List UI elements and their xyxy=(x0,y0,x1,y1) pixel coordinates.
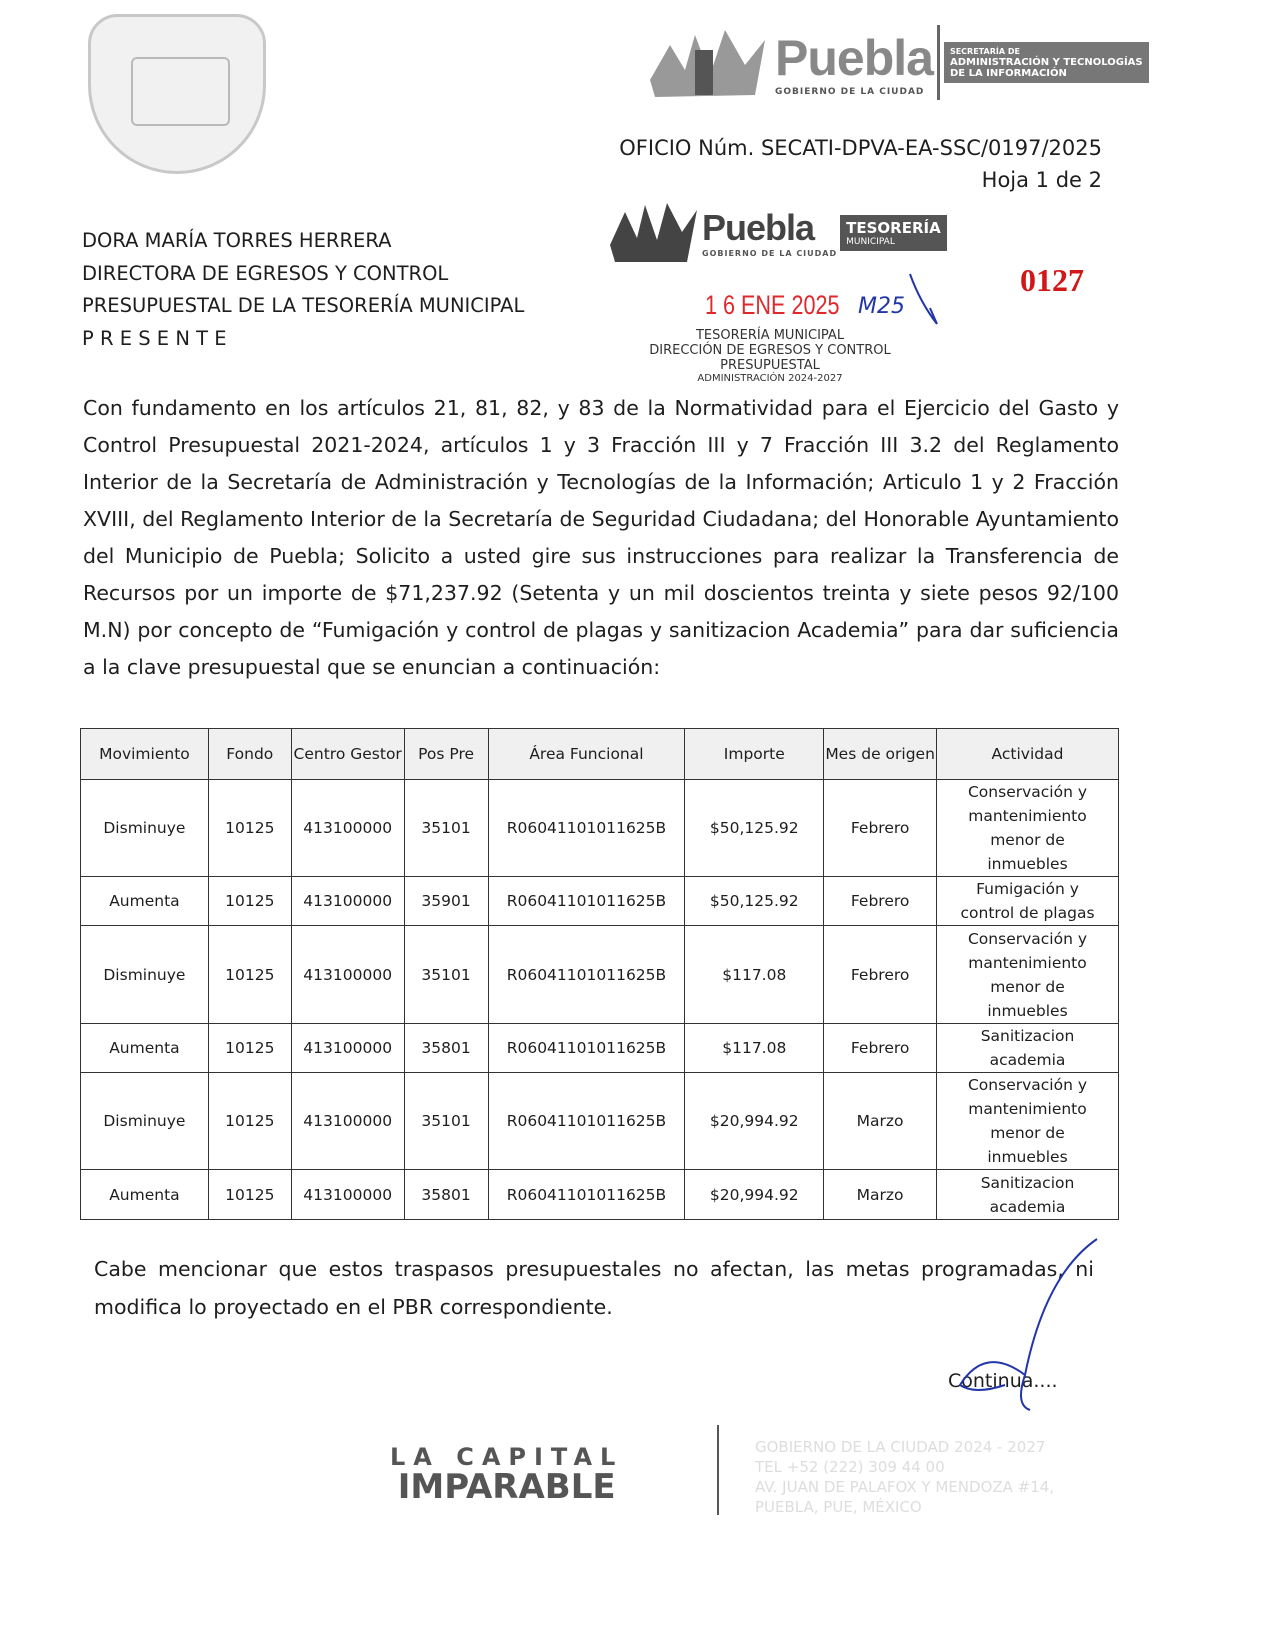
table-cell: 10125 xyxy=(208,1073,291,1170)
table-cell: $20,994.92 xyxy=(685,1170,824,1220)
folio-stamp: 0127 xyxy=(1020,262,1084,298)
column-header: Actividad xyxy=(937,729,1119,780)
table-cell: Disminuye xyxy=(81,1073,209,1170)
table-cell: $117.08 xyxy=(685,1024,824,1073)
addressee-block xyxy=(82,225,524,355)
addressee-title-2: PRESUPUESTAL DE LA TESORERÍA MUNICIPAL xyxy=(82,294,525,317)
table-cell: 413100000 xyxy=(291,1073,404,1170)
oficio-header xyxy=(619,132,1102,196)
secretaria-box: SECRETARÍA DE ADMINISTRACIÓN Y TECNOLOGÍAS DE LA INFORMACIÓN xyxy=(944,42,1149,83)
table-cell: Febrero xyxy=(824,1024,937,1073)
stamp-text: TESORERÍA MUNICIPAL DIRECCIÓN DE EGRESOS Y CONTROL PRESUPUESTAL ADMINISTRACIÓN 2024-2027 xyxy=(649,328,891,384)
logo-wordmark: Puebla xyxy=(775,29,933,86)
table-cell: Disminuye xyxy=(81,780,209,877)
table-cell: 10125 xyxy=(208,877,291,926)
table-cell: R06041101011625B xyxy=(488,926,685,1024)
table-cell: $117.08 xyxy=(685,926,824,1024)
puebla-secati-logo xyxy=(645,25,1149,100)
table-cell: Aumenta xyxy=(81,877,209,926)
body-paragraph: Con fundamento en los artículos 21, 81, 82, y 83 de la Normatividad para el Ejercicio del Gasto y Control Presupuestal 2021-2024, artículos 1 y 3 Fracción III y 7 Fracción III 3.2 del Reglamento Interior de la Secretaría de Administración y Tecnologías de la Información; Articulo 1 y 2 Fracción XVIII, del Reglamento Interior de la Secretaría de Seguridad Ciudadana; del Honorable Ayuntamiento del Municipio de Puebla; Solicito a usted gire sus instrucciones para realizar la Transferencia de Recursos por un importe de $71,237.92 (Setenta y un mil doscientos treinta y siete pesos 92/100 M.N) por concepto de “Fumigación y control de plagas y sanitizacion Academia” para dar suficiencia a la clave presupuestal que se enuncian a continuación: xyxy=(83,396,1119,679)
oficio-number: OFICIO Núm. SECATI-DPVA-EA-SSC/0197/2025 xyxy=(619,136,1102,160)
table-cell: $50,125.92 xyxy=(685,780,824,877)
city-towers-icon xyxy=(607,200,702,265)
table-cell: 10125 xyxy=(208,1024,291,1073)
table-row xyxy=(81,1024,1119,1073)
table-cell: Febrero xyxy=(824,780,937,877)
tesoreria-label: TESORERÍA xyxy=(846,218,941,237)
table-cell: Febrero xyxy=(824,926,937,1024)
logo-subtitle: GOBIERNO DE LA CIUDAD xyxy=(775,86,925,97)
table-cell: R06041101011625B xyxy=(488,877,685,926)
table-cell: 413100000 xyxy=(291,877,404,926)
column-header: Mes de origen xyxy=(824,729,937,780)
table-cell: R06041101011625B xyxy=(488,780,685,877)
city-towers-icon xyxy=(645,25,775,100)
table-cell: 413100000 xyxy=(291,1170,404,1220)
table-cell: Disminuye xyxy=(81,926,209,1024)
table-cell: 413100000 xyxy=(291,780,404,877)
stamp-logo-wordmark: Puebla xyxy=(702,207,815,248)
la-capital-imparable-logo: LA CAPITAL IMPARABLE xyxy=(390,1443,624,1507)
received-date-stamp: 1 6 ENE 2025 xyxy=(705,290,840,320)
footer-divider xyxy=(717,1425,719,1515)
table-cell: 10125 xyxy=(208,926,291,1024)
table-cell: R06041101011625B xyxy=(488,1024,685,1073)
table-cell: R06041101011625B xyxy=(488,1073,685,1170)
table-cell: 35801 xyxy=(404,1170,488,1220)
presente-label: P R E S E N T E xyxy=(82,326,227,350)
table-cell: 35901 xyxy=(404,877,488,926)
handwritten-stroke xyxy=(905,272,945,328)
column-header: Importe xyxy=(685,729,824,780)
tesoreria-stamp-logo xyxy=(607,200,947,265)
signature xyxy=(945,1235,1105,1415)
table-cell: 35801 xyxy=(404,1024,488,1073)
table-row xyxy=(81,926,1119,1024)
table-row xyxy=(81,1170,1119,1220)
table-cell: 35101 xyxy=(404,926,488,1024)
column-header: Fondo xyxy=(208,729,291,780)
table-cell: $50,125.92 xyxy=(685,877,824,926)
table-cell: Sanitizacion academia xyxy=(937,1024,1119,1073)
page-count: Hoja 1 de 2 xyxy=(981,168,1102,192)
addressee-name: DORA MARÍA TORRES HERRERA xyxy=(82,229,392,252)
table-cell: Conservación y mantenimiento menor de inmuebles xyxy=(937,926,1119,1024)
table-cell: R06041101011625B xyxy=(488,1170,685,1220)
handwritten-mark: M25 xyxy=(858,294,905,319)
table-cell: Aumenta xyxy=(81,1170,209,1220)
table-cell: Aumenta xyxy=(81,1024,209,1073)
table-cell: 35101 xyxy=(404,1073,488,1170)
table-cell: Febrero xyxy=(824,877,937,926)
budget-transfer-table xyxy=(80,728,1119,1220)
table-cell: 10125 xyxy=(208,1170,291,1220)
stamp-logo-subtitle: GOBIERNO DE LA CIUDAD xyxy=(702,249,838,258)
continues-label: Continua.... xyxy=(948,1370,1058,1392)
table-cell: Conservación y mantenimiento menor de inmuebles xyxy=(937,1073,1119,1170)
city-seal-logo xyxy=(88,14,266,174)
addressee-title: DIRECTORA DE EGRESOS Y CONTROL xyxy=(82,261,449,285)
column-header: Pos Pre xyxy=(404,729,488,780)
table-cell: Fumigación y control de plagas xyxy=(937,877,1119,926)
table-cell: 413100000 xyxy=(291,1024,404,1073)
table-row xyxy=(81,780,1119,877)
table-cell: 35101 xyxy=(404,780,488,877)
column-header: Área Funcional xyxy=(488,729,685,780)
table-row xyxy=(81,877,1119,926)
footer-contact: GOBIERNO DE LA CIUDAD 2024 - 2027 TEL +52 (222) 309 44 00 AV. JUAN DE PALAFOX Y MENDOZA #14, PUEBLA, PUE, MÉXICO xyxy=(755,1438,1055,1516)
table-cell: 413100000 xyxy=(291,926,404,1024)
table-cell: Sanitizacion academia xyxy=(937,1170,1119,1220)
table-cell: Marzo xyxy=(824,1073,937,1170)
column-header: Centro Gestor xyxy=(291,729,404,780)
municipal-label: MUNICIPAL xyxy=(846,236,895,247)
table-cell: Conservación y mantenimiento menor de inmuebles xyxy=(937,780,1119,877)
table-row xyxy=(81,1073,1119,1170)
table-cell: Marzo xyxy=(824,1170,937,1220)
table-cell: $20,994.92 xyxy=(685,1073,824,1170)
closing-note: Cabe mencionar que estos traspasos presupuestales no afectan, las metas programadas, ni modifica lo proyectado en el PBR correspondiente. xyxy=(94,1257,1094,1319)
table-cell: 10125 xyxy=(208,780,291,877)
table-header-row xyxy=(81,729,1119,780)
column-header: Movimiento xyxy=(81,729,209,780)
